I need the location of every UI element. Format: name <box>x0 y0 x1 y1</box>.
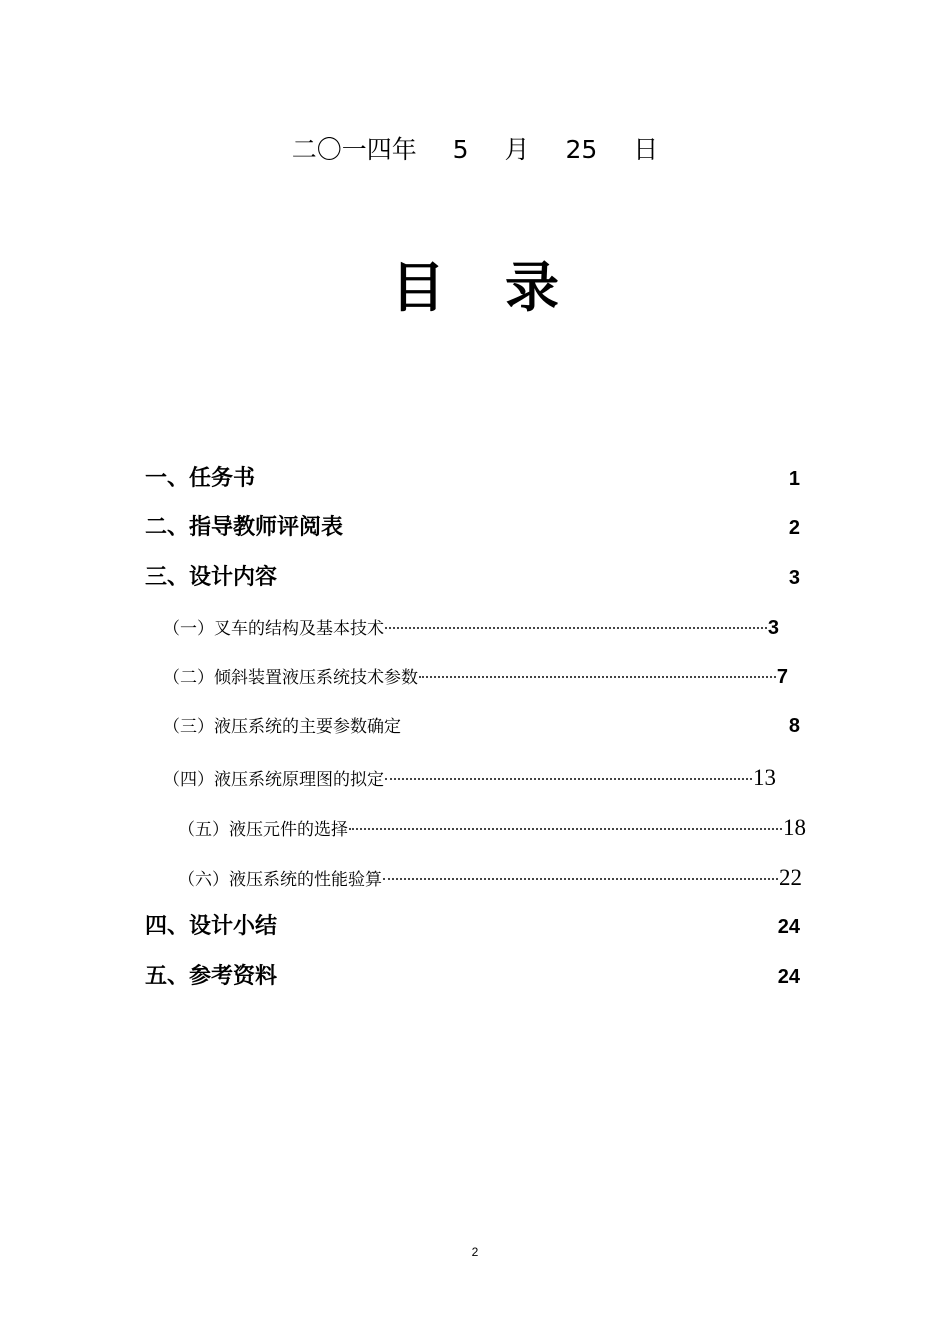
date-day-number: 25 <box>565 135 598 164</box>
dot-leader <box>349 828 782 830</box>
toc-sub-entry-2-label: （二）倾斜装置液压系统技术参数 <box>163 668 418 688</box>
toc-sub-entry-1[interactable] <box>163 615 779 642</box>
toc-entry-4-page: 24 <box>777 916 800 938</box>
toc-sub-entry-4-page: 13 <box>753 765 776 790</box>
toc-sub-entry-4-label: （四）液压系统原理图的拟定 <box>163 770 384 790</box>
toc-sub-entry-3-page: 8 <box>788 715 800 737</box>
toc-sub-entry-1-page: 3 <box>767 617 779 639</box>
toc-sub-entry-1-label: （一）叉车的结构及基本技术 <box>163 619 384 639</box>
dot-leader <box>385 627 767 629</box>
toc-entry-1-page: 1 <box>788 468 800 490</box>
toc-entry-4-label[interactable]: 四、设计小结 <box>145 914 278 939</box>
toc-entry-3-label[interactable]: 三、设计内容 <box>145 565 278 590</box>
date-year: 二〇一四年 <box>291 135 417 164</box>
toc-title-char-2: 录 <box>505 256 559 319</box>
toc-title-char-1: 目 <box>391 256 445 319</box>
date-month-label: 月 <box>504 135 530 164</box>
toc-entry-5-page: 24 <box>777 966 800 988</box>
toc-sub-entry-3-label[interactable]: （三）液压系统的主要参数确定 <box>163 717 401 737</box>
toc-sub-entry-6-label: （六）液压系统的性能验算 <box>178 870 382 890</box>
toc-entry-2-page: 2 <box>788 517 800 539</box>
date-day-label: 日 <box>633 135 659 164</box>
dot-leader <box>385 778 752 780</box>
date-month-number: 5 <box>452 135 469 164</box>
toc-title <box>0 252 950 324</box>
toc-sub-entry-5[interactable] <box>178 815 806 843</box>
toc-entry-2-label[interactable]: 二、指导教师评阅表 <box>145 515 344 540</box>
toc-sub-entry-5-label: （五）液压元件的选择 <box>178 820 348 840</box>
toc-sub-entry-6[interactable] <box>178 865 802 893</box>
toc-sub-entry-5-page: 18 <box>783 815 806 840</box>
toc-sub-entry-2[interactable] <box>163 664 788 691</box>
dot-leader <box>383 878 778 880</box>
dot-leader <box>419 676 776 678</box>
date-line <box>0 130 950 170</box>
toc-sub-entry-4[interactable] <box>163 765 776 793</box>
toc-sub-entry-6-page: 22 <box>779 865 802 890</box>
footer-page-number: 2 <box>471 1245 479 1259</box>
toc-sub-entry-2-page: 7 <box>776 666 788 688</box>
toc-entry-5-label[interactable]: 五、参考资料 <box>145 964 278 989</box>
toc-entry-3-page: 3 <box>788 567 800 589</box>
toc-entry-1-label[interactable]: 一、任务书 <box>145 466 256 491</box>
